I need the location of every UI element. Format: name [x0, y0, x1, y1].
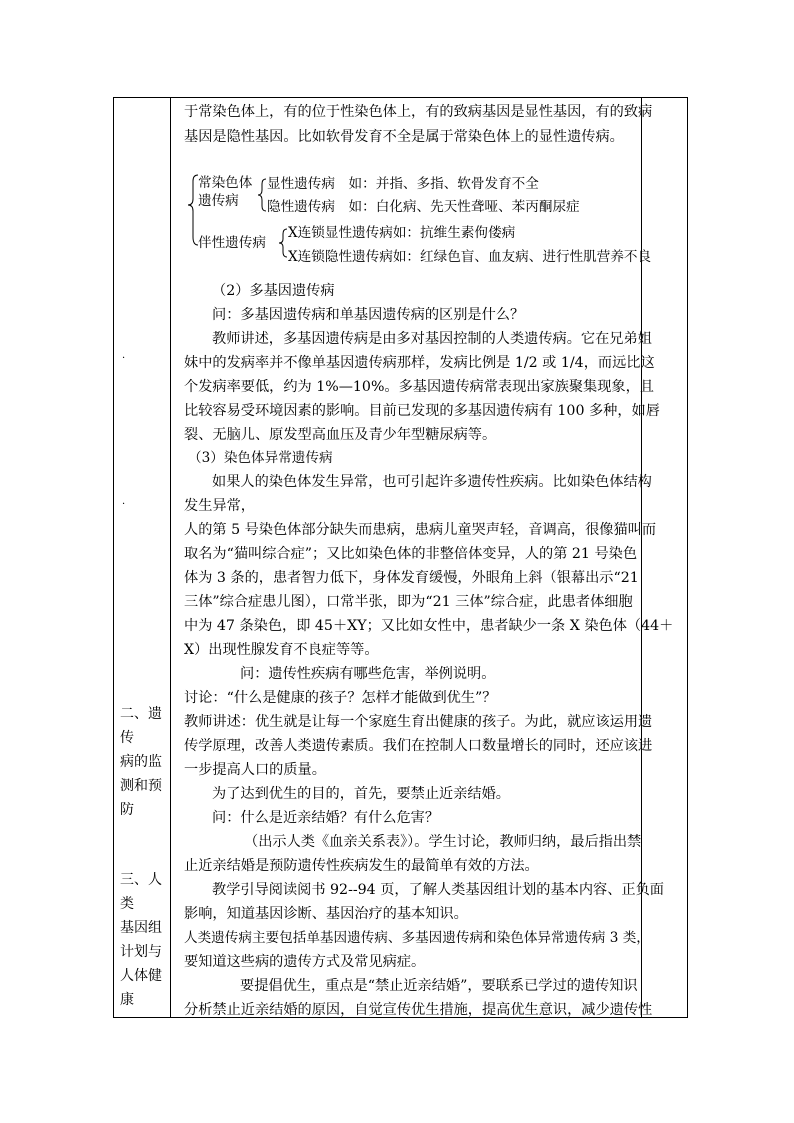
paragraph-line: 取名为“猫叫综合症”；又比如染色体的非整倍体变异，人的第 21 号染色: [184, 546, 638, 562]
paragraph-line: 分析禁止近亲结婚的原因，自觉宣传优生措施，提高优生意识，减少遗传性: [184, 1002, 653, 1018]
x-recessive-disease: X连锁隐性遗传病如：红绿色盲、血友病、进行性肌营养不良: [288, 249, 652, 265]
section-heading-line: 防: [120, 802, 134, 818]
section-heading-genome: [114, 868, 170, 1012]
paragraph-line: 中为 47 条染色，即 45＋XY；又比如女性中，患者缺少一条 X 染色体（44＋: [184, 618, 674, 634]
section-heading-line: 三、人类: [120, 872, 162, 912]
sexlinked-brace: [279, 229, 287, 257]
margin-dot: ·: [122, 499, 126, 510]
paragraph-line: 基因是隐性基因。比如软骨发育不全是属于常染色体上的显性遗传病。: [184, 129, 624, 145]
paragraph-line: 个发病率要低，约为 1%—10%。多基因遗传病常表现出家族聚集现象，且: [184, 379, 654, 395]
paragraph-line: 一步提高人口的质量。: [184, 762, 326, 778]
paragraph-line: 止近亲结婚是预防遗传性疾病发生的最简单有效的方法。: [184, 858, 539, 874]
autosomal-label-2: 遗传病: [198, 193, 239, 209]
autosomal-brace: [258, 179, 266, 211]
paragraph-line: 于常染色体上，有的位于性染色体上，有的致病基因是显性基因，有的致病: [184, 104, 653, 120]
question: 问：什么是近亲结婚？有什么危害？: [212, 810, 440, 826]
paragraph-line: 如果人的染色体发生异常，也可引起许多遗传性疾病。比如染色体结构: [212, 474, 652, 490]
dominant-disease: 显性遗传病 如：并指、多指、软骨发育不全: [267, 176, 539, 192]
section-heading-line: 计划与: [120, 944, 162, 960]
outer-brace: [188, 175, 198, 245]
question: 问：遗传性疾病有哪些危害，举例说明。: [240, 666, 496, 682]
paragraph-line: 影响，知道基因诊断、基因治疗的基本知识。: [184, 906, 468, 922]
paragraph-line: 为了达到优生的目的，首先，要禁止近亲结婚。: [212, 786, 510, 802]
paragraph-line: 体为 3 条的，患者智力低下，身体发育缓慢，外眼角上斜（银幕出示“21: [184, 570, 639, 586]
paragraph-line: 妹中的发病率并不像单基因遗传病那样，发病比例是 1/2 或 1/4，而远比这: [184, 355, 655, 371]
x-dominant-disease: X连锁显性遗传病如：抗维生素佝偻病: [288, 225, 516, 241]
paragraph-line: 教学引导阅读阅书 92--94 页，了解人类基因组计划的基本内容、正负面: [212, 882, 664, 898]
margin-dot: ·: [122, 353, 126, 364]
autosomal-label: 常染色体: [198, 175, 253, 191]
recessive-disease: 隐性遗传病 如：白化病、先天性聋哑、苯丙酮尿症: [267, 199, 580, 215]
sexlinked-label: 伴性遗传病: [198, 235, 266, 251]
section-heading-line: 病的监: [120, 754, 162, 770]
paragraph-line: （出示人类《血亲关系表》）。学生讨论，教师归纳，最后指出禁: [244, 834, 642, 850]
section-heading-monitoring: [114, 702, 170, 822]
section-heading-line: 人体健: [120, 968, 162, 984]
paragraph-line: 发生异常，: [184, 498, 255, 514]
subheading: （3）染色体异常遗传病: [188, 450, 333, 466]
paragraph-line: 教师讲述：优生就是让每一个家庭生育出健康的孩子。为此，就应该运用遗: [184, 714, 653, 730]
section-heading-line: 测和预: [120, 778, 162, 794]
question: 问：多基因遗传病和单基因遗传病的区别是什么？: [212, 307, 525, 323]
discussion: 讨论：“什么是健康的孩子？怎样才能做到优生”？: [184, 690, 497, 706]
paragraph-line: 传学原理，改善人类遗传素质。我们在控制人口数量增长的同时，还应该进: [184, 738, 653, 754]
section-heading-line: 基因组: [120, 920, 162, 936]
paragraph-line: 三体”综合症患儿图），口常半张，即为“21 三体”综合症，此患者体细胞: [184, 594, 633, 610]
paragraph-line: 比较容易受环境因素的影响。目前已发现的多基因遗传病有 100 多种，如唇: [184, 403, 660, 419]
paragraph-line: 要提倡优生，重点是“禁止近亲结婚”，要联系已学过的遗传知识: [240, 978, 638, 994]
paragraph-line: X）出现性腺发育不良症等等。: [184, 642, 379, 658]
paragraph-line: 裂、无脑儿、原发型高血压及青少年型糖尿病等。: [184, 427, 497, 443]
paragraph-line: 人的第 5 号染色体部分缺失而患病，患病儿童哭声轻，音调高，很像猫叫而: [184, 522, 657, 538]
paragraph-line: 要知道这些病的遗传方式及常见病症。: [184, 954, 426, 970]
section-heading-line: 二、遗传: [120, 706, 162, 746]
subheading: （2）多基因遗传病: [212, 283, 335, 299]
column-divider-left: [170, 98, 171, 1017]
paragraph-line: 人类遗传病主要包括单基因遗传病、多基因遗传病和染色体异常遗传病 3 类，: [184, 930, 650, 946]
paragraph-line: 教师讲述，多基因遗传病是由多对基因控制的人类遗传病。它在兄弟姐: [212, 331, 652, 347]
section-heading-line: 康: [120, 992, 134, 1008]
genetic-disease-classification-diagram: [190, 171, 660, 271]
lesson-table: [113, 97, 688, 1018]
